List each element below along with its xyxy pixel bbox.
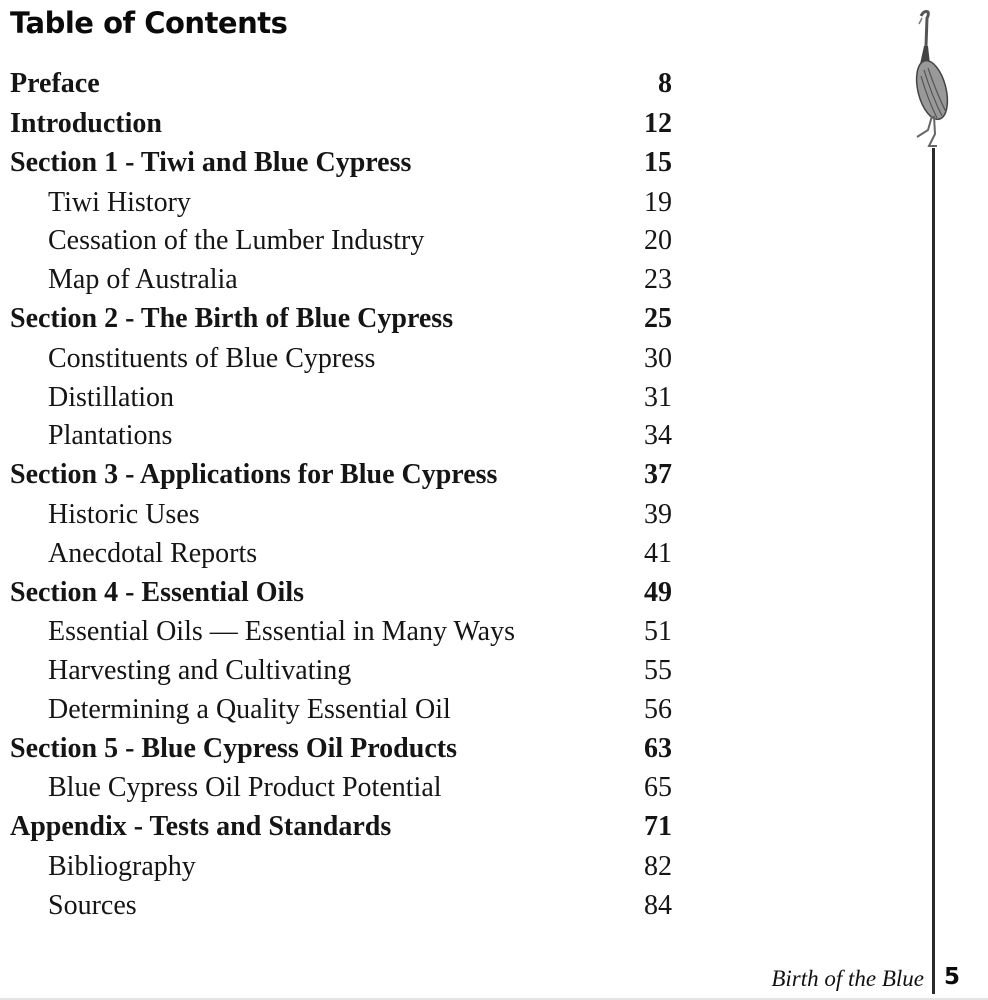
toc-entry-page: 51 <box>644 616 672 648</box>
toc-entry-label: Preface <box>10 68 100 99</box>
toc-entry-label: Harvesting and Cultivating <box>48 655 352 687</box>
toc-entry-page: 30 <box>644 342 672 374</box>
bird-illustration-icon <box>904 6 960 148</box>
toc-entry[interactable] <box>0 457 700 497</box>
page-title: Table of Contents <box>10 6 288 40</box>
toc-entry-page: 20 <box>644 225 672 257</box>
toc-entry-label: Historic Uses <box>48 498 200 530</box>
toc-entry[interactable] <box>0 301 700 341</box>
toc-entry-label: Constituents of Blue Cypress <box>48 342 376 374</box>
toc-entry-page: 34 <box>644 420 672 452</box>
toc-subentry[interactable] <box>0 497 700 536</box>
toc-entry-page: 23 <box>644 264 672 296</box>
toc-entry-label: Blue Cypress Oil Product Potential <box>48 772 442 804</box>
toc-entry[interactable] <box>0 145 700 185</box>
toc-entry-label: Plantations <box>48 420 173 452</box>
toc-subentry[interactable] <box>0 223 700 262</box>
toc-subentry[interactable] <box>0 692 700 731</box>
toc-subentry[interactable] <box>0 418 700 457</box>
toc-subentry[interactable] <box>0 653 700 692</box>
toc-entry-page: 63 <box>644 732 672 764</box>
toc-entry-page: 12 <box>644 107 672 139</box>
toc-subentry[interactable] <box>0 614 700 653</box>
toc-entry-page: 56 <box>644 693 672 725</box>
toc-entry-label: Section 4 - Essential Oils <box>10 576 305 608</box>
toc-entry-label: Essential Oils — Essential in Many Ways <box>48 616 515 648</box>
toc-subentry[interactable] <box>0 380 700 419</box>
toc-entry-page: 65 <box>644 772 672 804</box>
page-number: 5 <box>944 964 961 990</box>
toc-entry[interactable] <box>0 575 700 615</box>
toc-entry-page: 8 <box>658 68 672 99</box>
toc-subentry[interactable] <box>0 849 700 888</box>
table-of-contents <box>0 66 700 926</box>
running-footer-title: Birth of the Blue <box>771 966 924 991</box>
toc-entry-label: Section 1 - Tiwi and Blue Cypress <box>10 147 412 178</box>
toc-entry-label: Determining a Quality Essential Oil <box>48 693 451 725</box>
toc-entry-page: 82 <box>644 850 672 882</box>
toc-subentry[interactable] <box>0 341 700 380</box>
toc-subentry[interactable] <box>0 185 700 224</box>
vertical-rule <box>932 148 935 994</box>
toc-entry-label: Appendix - Tests and Standards <box>10 811 392 843</box>
toc-entry-label: Sources <box>48 889 137 921</box>
toc-entry-label: Bibliography <box>48 850 196 882</box>
toc-entry-label: Cessation of the Lumber Industry <box>48 225 425 257</box>
toc-entry-page: 49 <box>644 576 672 608</box>
toc-entry-page: 25 <box>644 303 672 335</box>
toc-entry-label: Tiwi History <box>48 186 191 218</box>
toc-entry-page: 37 <box>644 459 672 491</box>
toc-entry-page: 55 <box>644 655 672 687</box>
toc-entry-page: 15 <box>644 147 672 178</box>
toc-subentry[interactable] <box>0 888 700 927</box>
toc-entry[interactable] <box>0 106 700 146</box>
toc-entry-page: 39 <box>644 498 672 530</box>
toc-entry-label: Anecdotal Reports <box>48 537 258 569</box>
toc-entry-label: Section 2 - The Birth of Blue Cypress <box>10 303 454 335</box>
toc-entry-label: Introduction <box>10 107 162 139</box>
toc-entry[interactable] <box>0 66 700 106</box>
toc-entry-page: 41 <box>644 537 672 569</box>
toc-entry-label: Distillation <box>48 381 174 413</box>
toc-entry-page: 84 <box>644 889 672 921</box>
toc-entry-page: 19 <box>644 186 672 218</box>
toc-entry-label: Section 3 - Applications for Blue Cypress <box>10 459 498 491</box>
toc-subentry[interactable] <box>0 262 700 301</box>
toc-entry-label: Section 5 - Blue Cypress Oil Products <box>10 732 457 764</box>
toc-subentry[interactable] <box>0 536 700 575</box>
toc-entry-page: 71 <box>644 811 672 843</box>
toc-entry-label: Map of Australia <box>48 264 238 296</box>
toc-subentry[interactable] <box>0 770 700 809</box>
toc-entry[interactable] <box>0 809 700 849</box>
toc-entry-page: 31 <box>644 381 672 413</box>
toc-entry[interactable] <box>0 731 700 771</box>
